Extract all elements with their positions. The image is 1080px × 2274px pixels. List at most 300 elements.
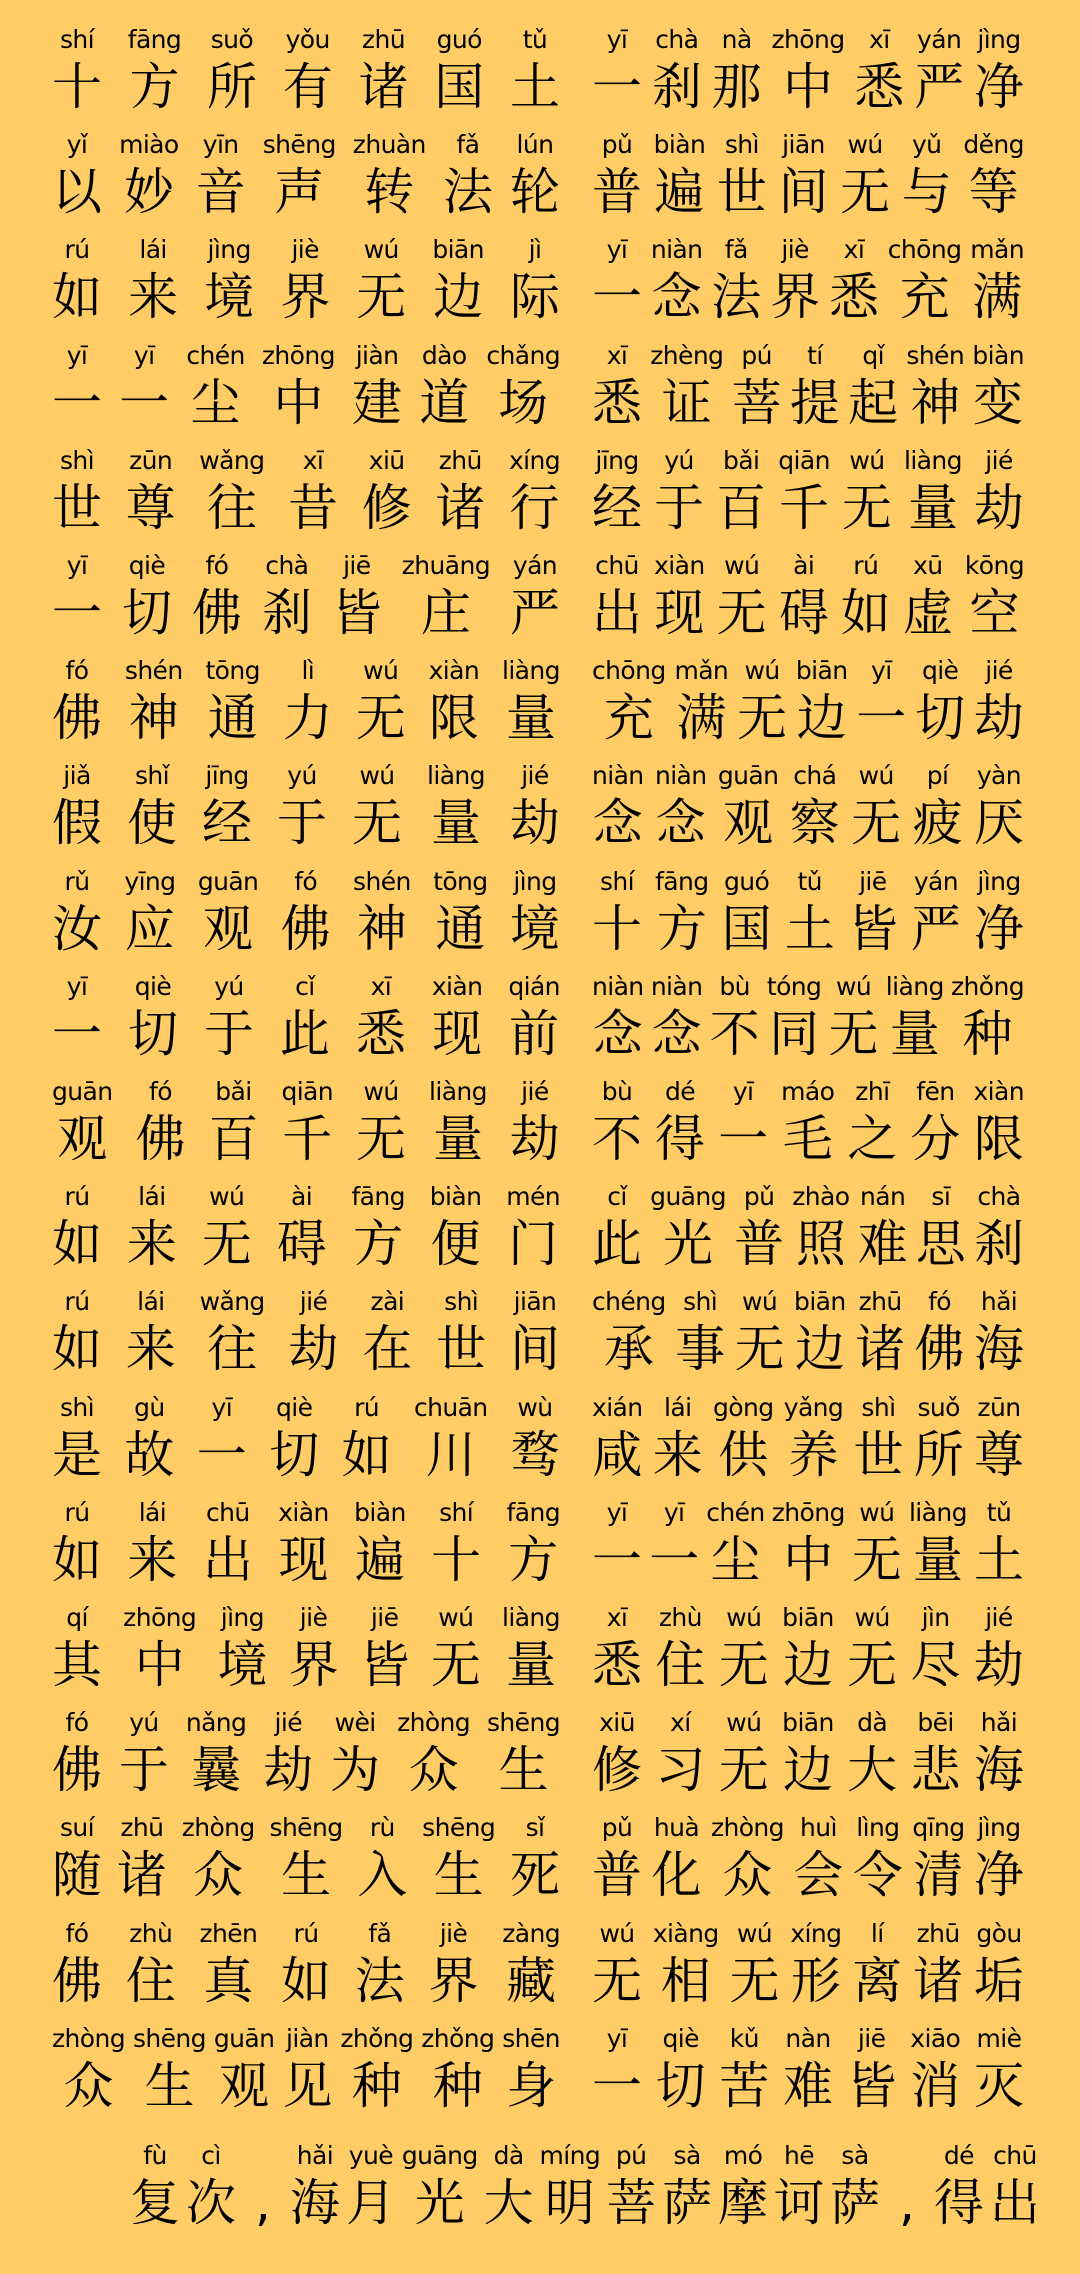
right-char-1 <box>592 1497 642 1591</box>
hanzi: 现 <box>432 1004 483 1063</box>
pinyin: fǎ <box>724 235 748 265</box>
right-char-4 <box>794 1286 846 1380</box>
left-char-3 <box>182 1812 255 1906</box>
pinyin: shēng <box>132 2023 206 2053</box>
left-char-1 <box>52 129 102 223</box>
pinyin: chū <box>205 1497 250 1527</box>
verse-line-right <box>592 1602 1024 1696</box>
hanzi: 念 <box>592 1004 643 1063</box>
hanzi: 无 <box>355 689 406 748</box>
pinyin: suǒ <box>917 1392 960 1422</box>
verse-line-left <box>52 1076 560 1170</box>
pinyin: zhuāng <box>401 551 491 580</box>
hanzi: 尊 <box>125 478 176 537</box>
pinyin: guāng <box>650 1182 726 1212</box>
closing-line <box>130 2140 1040 2234</box>
pinyin: zhū <box>916 1918 960 1948</box>
pinyin: yú <box>214 971 244 1001</box>
pinyin: wú <box>359 761 395 791</box>
hanzi: 死 <box>509 1846 560 1905</box>
pinyin: sà <box>841 2141 869 2170</box>
left-char-5 <box>351 1181 404 1275</box>
pinyin: zhòng <box>710 1813 784 1843</box>
right-char-6 <box>911 1707 961 1801</box>
right-char-7 <box>970 234 1024 328</box>
right-char-7 <box>974 1497 1024 1591</box>
hanzi: 门 <box>508 1215 559 1274</box>
hanzi: 一 <box>52 373 102 432</box>
hanzi: 无 <box>734 1320 785 1379</box>
right-char-5 <box>847 1707 897 1801</box>
pinyin: bù <box>601 1077 633 1106</box>
right-char-4 <box>790 340 840 434</box>
hanzi: 无 <box>841 478 892 537</box>
verse-line-right <box>592 550 1024 644</box>
verse-row-5 <box>0 445 1080 550</box>
right-char-1 <box>592 1392 643 1486</box>
hanzi: 量 <box>912 1530 963 1589</box>
hanzi: 切 <box>127 1004 178 1063</box>
hanzi: 一 <box>718 1110 769 1168</box>
pinyin: zhōng <box>771 1497 845 1527</box>
hanzi: 事 <box>675 1320 726 1379</box>
hanzi: 边 <box>782 1741 833 1800</box>
hanzi: 百 <box>716 478 767 537</box>
pinyin: shén <box>124 656 183 686</box>
verse-line-left <box>52 2023 560 2117</box>
hanzi: 于 <box>654 478 705 537</box>
hanzi: 量 <box>432 1110 483 1168</box>
right-char-6 <box>910 1076 960 1170</box>
pinyin: yī <box>663 1497 685 1527</box>
hanzi: 苦 <box>719 2056 770 2115</box>
pinyin: fó <box>65 1918 89 1948</box>
hanzi: 众 <box>408 1741 459 1800</box>
pinyin: guān <box>213 2023 275 2053</box>
pinyin: xī <box>843 235 865 265</box>
hanzi: 遍 <box>354 1530 405 1589</box>
right-char-1 <box>592 340 642 434</box>
pinyin: fāng <box>506 1497 560 1527</box>
pinyin: suǒ <box>210 25 254 54</box>
pinyin: shì <box>444 1287 479 1317</box>
right-char-5 <box>848 340 898 434</box>
pinyin: yán <box>913 866 958 896</box>
right-char-1 <box>592 1812 642 1906</box>
hanzi: 皆 <box>847 899 898 958</box>
hanzi: 普 <box>592 1846 642 1905</box>
right-char-5 <box>853 1392 903 1486</box>
verse-row-18 <box>0 1812 1080 1917</box>
pinyin: gù <box>134 1392 165 1422</box>
right-char-6 <box>916 1181 966 1275</box>
pinyin: xiū <box>368 445 405 475</box>
pinyin: shí <box>439 1497 474 1527</box>
verse-row-10 <box>0 971 1080 1076</box>
left-char-2 <box>126 1918 176 2012</box>
hanzi: 法 <box>354 1951 405 2010</box>
hanzi: 来 <box>128 268 179 327</box>
pinyin: qǐ <box>862 340 884 370</box>
pinyin: rǔ <box>64 866 90 896</box>
hanzi: 如 <box>52 1215 102 1274</box>
hanzi: 量 <box>505 1636 556 1694</box>
right-char-2 <box>650 1181 726 1275</box>
hanzi: 随 <box>52 1846 102 1905</box>
hanzi: 养 <box>788 1425 839 1484</box>
pinyin: liàng <box>427 761 485 791</box>
pinyin: wú <box>363 235 399 265</box>
hanzi: 中 <box>782 58 833 116</box>
verse-row-13 <box>0 1286 1080 1391</box>
left-char-1 <box>52 445 102 539</box>
pinyin: guó <box>436 25 482 54</box>
hanzi: 故 <box>124 1425 175 1484</box>
right-char-5 <box>847 1076 897 1170</box>
pinyin: jiè <box>439 1918 468 1948</box>
left-char-7 <box>510 234 560 328</box>
left-char-1 <box>52 866 102 960</box>
hanzi: 一 <box>196 1425 247 1484</box>
pinyin: pǔ <box>601 130 633 160</box>
verse-line-right <box>592 760 1024 854</box>
verse-line-right <box>592 971 1024 1065</box>
hanzi: 明 <box>544 2174 595 2232</box>
pinyin: qiè <box>134 971 172 1001</box>
pinyin: cǐ <box>607 1182 627 1212</box>
pinyin: shì <box>724 130 759 160</box>
left-char-6 <box>443 129 493 223</box>
left-char-5 <box>358 24 408 118</box>
pinyin: liàng <box>908 1497 967 1527</box>
pinyin: miào <box>119 130 179 160</box>
pinyin: zhào <box>792 1182 850 1212</box>
left-char-7 <box>510 1392 560 1486</box>
pinyin: mǎn <box>674 656 729 686</box>
hanzi: 消 <box>910 2056 961 2115</box>
pinyin: qīng <box>912 1813 965 1843</box>
pinyin: jiē <box>343 551 371 580</box>
right-char-2 <box>653 1918 719 2012</box>
right-char-1 <box>592 866 642 960</box>
pinyin: zhòng <box>181 1813 255 1843</box>
verse-line-right <box>592 340 1024 434</box>
hanzi: 一 <box>649 1530 700 1589</box>
pinyin: wú <box>847 130 883 160</box>
hanzi: 承 <box>603 1320 654 1379</box>
hanzi: 得 <box>655 1110 706 1168</box>
left-char-5 <box>356 655 406 749</box>
pinyin: xī <box>606 340 628 370</box>
verse-row-11 <box>0 1076 1080 1181</box>
pinyin: wú <box>724 551 760 580</box>
left-char-5 <box>362 445 412 539</box>
closing-char-4 <box>290 2140 340 2234</box>
pinyin: qí <box>66 1603 88 1632</box>
pinyin: fēn <box>916 1077 955 1106</box>
right-char-7 <box>974 24 1024 118</box>
hanzi: 无 <box>840 163 891 222</box>
hanzi: 便 <box>430 1215 481 1274</box>
hanzi: 菩 <box>731 373 782 432</box>
pinyin: yǐ <box>66 130 88 160</box>
hanzi: 际 <box>509 268 560 327</box>
hanzi: 厌 <box>973 794 1024 853</box>
pinyin: pǔ <box>743 1182 775 1212</box>
hanzi: 悉 <box>592 373 642 432</box>
hanzi: 一 <box>592 1530 642 1589</box>
hanzi: 十 <box>592 899 642 958</box>
hanzi: 身 <box>506 2056 557 2115</box>
hanzi: 量 <box>505 689 556 748</box>
pinyin: zhuàn <box>352 130 426 160</box>
pinyin: shēng <box>269 1813 343 1843</box>
pinyin: qiè <box>275 1392 313 1422</box>
pinyin: dà <box>493 2141 524 2170</box>
pinyin: yán <box>512 551 558 580</box>
hanzi: 无 <box>737 689 788 748</box>
verse-line-left <box>52 760 560 854</box>
right-char-3 <box>712 24 762 118</box>
pinyin: yǔ <box>911 130 942 160</box>
pinyin: zhòng <box>397 1708 471 1738</box>
hanzi: 种 <box>432 2056 483 2115</box>
hanzi: 佛 <box>52 1741 102 1800</box>
right-char-5 <box>847 1602 897 1696</box>
pinyin: shì <box>861 1392 896 1422</box>
pinyin: yī <box>66 340 88 370</box>
hanzi: 净 <box>974 899 1024 958</box>
pinyin: fó <box>928 1287 951 1317</box>
left-char-1 <box>52 234 102 328</box>
left-char-4 <box>289 1286 339 1380</box>
left-char-4 <box>281 866 331 960</box>
hanzi: 劫 <box>288 1320 339 1379</box>
hanzi: 悉 <box>592 1636 642 1694</box>
pinyin: gòng <box>713 1392 774 1422</box>
pinyin: jiē <box>859 866 887 896</box>
left-char-3 <box>205 655 259 749</box>
hanzi: 会 <box>793 1846 844 1905</box>
left-char-2 <box>126 445 176 539</box>
right-char-5 <box>852 1497 902 1591</box>
left-char-2 <box>119 1707 169 1801</box>
verse-line-left <box>52 1707 560 1801</box>
left-char-5 <box>330 1707 380 1801</box>
pinyin: yǒu <box>285 25 330 54</box>
right-char-2 <box>655 1707 705 1801</box>
hanzi: 切 <box>121 584 172 642</box>
pinyin: xū <box>913 551 943 580</box>
left-char-1 <box>52 1812 102 1906</box>
closing-char-11 <box>718 2140 768 2234</box>
hanzi: 诸 <box>358 58 409 116</box>
verse-row-7 <box>0 655 1080 760</box>
hanzi: 分 <box>910 1110 961 1168</box>
left-char-3 <box>199 445 264 539</box>
pinyin: sǐ <box>525 1813 545 1843</box>
pinyin: fāng <box>351 1182 405 1212</box>
hanzi: 藏 <box>506 1951 557 2010</box>
right-char-2 <box>656 2023 706 2117</box>
hanzi: 尘 <box>710 1530 761 1589</box>
left-char-5 <box>352 340 402 434</box>
pinyin: rú <box>64 1182 90 1212</box>
pinyin: mó <box>723 2141 763 2170</box>
pinyin: qiān <box>281 1077 334 1106</box>
pinyin: chà <box>977 1182 1021 1212</box>
right-char-6 <box>906 340 964 434</box>
hanzi: 一 <box>52 1004 102 1063</box>
hanzi: 尽 <box>910 1636 961 1694</box>
pinyin: máo <box>781 1077 835 1106</box>
pinyin: dà <box>857 1708 888 1738</box>
hanzi: 边 <box>794 1320 845 1379</box>
pinyin: rú <box>64 235 90 265</box>
hanzi: 无 <box>828 1004 879 1063</box>
right-char-1 <box>592 1707 642 1801</box>
left-char-5 <box>342 1392 392 1486</box>
right-char-1 <box>592 2023 642 2117</box>
pinyin: yú <box>129 1708 159 1738</box>
left-char-5 <box>332 550 382 644</box>
left-char-3 <box>203 1497 253 1591</box>
right-char-2 <box>655 1076 705 1170</box>
pinyin: biàn <box>429 1182 482 1212</box>
hanzi: 尊 <box>973 1425 1024 1484</box>
pinyin: chōng <box>887 235 962 265</box>
right-char-2 <box>651 971 703 1065</box>
right-char-2 <box>653 1392 703 1486</box>
hanzi: 空 <box>969 584 1020 642</box>
pinyin: biān <box>782 1708 834 1738</box>
left-char-6 <box>427 760 485 854</box>
pinyin: shì <box>59 1392 94 1422</box>
closing-char-5 <box>346 2140 396 2234</box>
hanzi: 如 <box>52 268 102 327</box>
hanzi: 月 <box>345 2174 396 2232</box>
left-char-2 <box>124 1392 174 1486</box>
pinyin: wú <box>836 971 872 1001</box>
right-char-5 <box>847 2023 897 2117</box>
pinyin: dé <box>943 2141 974 2170</box>
left-char-3 <box>202 1181 252 1275</box>
hanzi: 境 <box>509 899 560 958</box>
right-char-2 <box>651 234 703 328</box>
hanzi: 刹 <box>651 58 702 116</box>
hanzi: 无 <box>718 1636 769 1694</box>
pinyin: wú <box>849 445 885 475</box>
pinyin: dào <box>421 340 467 370</box>
pinyin: rú <box>64 1497 90 1527</box>
right-char-4 <box>770 234 820 328</box>
pinyin: biān <box>782 1603 834 1632</box>
pinyin: biān <box>795 656 848 686</box>
right-char-4 <box>782 1602 834 1696</box>
left-char-5 <box>353 129 426 223</box>
pinyin: shēng <box>487 1708 560 1738</box>
pinyin: zhòng <box>52 2023 125 2053</box>
pinyin: chū <box>993 2141 1037 2170</box>
pinyin: shǐ <box>134 761 169 791</box>
pinyin: sī <box>931 1182 951 1212</box>
hanzi: 刹 <box>261 584 312 642</box>
right-char-6 <box>910 2023 960 2117</box>
right-char-1 <box>592 1076 642 1170</box>
left-char-5 <box>340 2023 413 2117</box>
verse-row-15 <box>0 1497 1080 1602</box>
hanzi: 方 <box>353 1215 404 1274</box>
pinyin: fāng <box>655 866 709 896</box>
right-char-6 <box>915 655 965 749</box>
right-char-3 <box>713 1392 773 1486</box>
left-char-2 <box>135 1076 185 1170</box>
right-char-1 <box>592 1602 642 1696</box>
hanzi: 一 <box>592 58 642 116</box>
hanzi: 一 <box>592 2056 642 2115</box>
hanzi: 经 <box>202 794 252 853</box>
hanzi: 劫 <box>973 1636 1024 1694</box>
left-char-3 <box>204 234 254 328</box>
pinyin: jié <box>985 1603 1013 1632</box>
hanzi: 经 <box>592 478 642 537</box>
hanzi: 念 <box>651 268 702 327</box>
hanzi: 悉 <box>854 58 905 116</box>
right-char-2 <box>654 129 706 223</box>
left-char-3 <box>200 1286 265 1380</box>
right-char-6 <box>909 1497 967 1591</box>
hanzi: 供 <box>718 1425 769 1484</box>
pinyin: niàn <box>654 761 707 791</box>
verse-line-left <box>52 340 560 434</box>
left-char-3 <box>202 760 252 854</box>
hanzi: 神 <box>128 689 179 748</box>
hanzi: 劫 <box>974 478 1024 537</box>
right-char-5 <box>829 971 879 1065</box>
pinyin: zhù <box>658 1603 702 1632</box>
hanzi: 无 <box>851 1530 902 1589</box>
pinyin: fǎ <box>456 130 480 160</box>
pinyin: yī <box>606 235 628 265</box>
hanzi: 一 <box>52 584 102 642</box>
right-char-7 <box>963 129 1024 223</box>
pinyin: jiē <box>370 1603 399 1632</box>
pinyin: zhǒng <box>950 971 1024 1001</box>
pinyin: mén <box>506 1182 560 1212</box>
hanzi: 使 <box>127 794 177 853</box>
pinyin: qiè <box>921 656 959 686</box>
pinyin: jìng <box>513 866 557 896</box>
pinyin: biān <box>432 235 484 265</box>
hanzi: 边 <box>433 268 484 327</box>
pinyin: zhī <box>855 1077 890 1106</box>
verse-line-left <box>52 1497 560 1591</box>
verse-row-8 <box>0 760 1080 865</box>
pinyin: lái <box>139 235 167 265</box>
closing-char-12 <box>774 2140 824 2234</box>
pinyin: xíng <box>508 445 560 475</box>
pinyin: xiàn <box>278 1497 329 1527</box>
pinyin: zhǒng <box>421 2023 495 2053</box>
hanzi: 生 <box>281 1846 331 1905</box>
left-char-6 <box>397 1707 470 1801</box>
pinyin: biàn <box>653 130 706 160</box>
pinyin: jié <box>521 1077 549 1106</box>
left-char-7 <box>486 340 560 434</box>
hanzi: 劫 <box>509 794 560 853</box>
pinyin: lún <box>516 130 554 160</box>
left-char-3 <box>186 340 244 434</box>
